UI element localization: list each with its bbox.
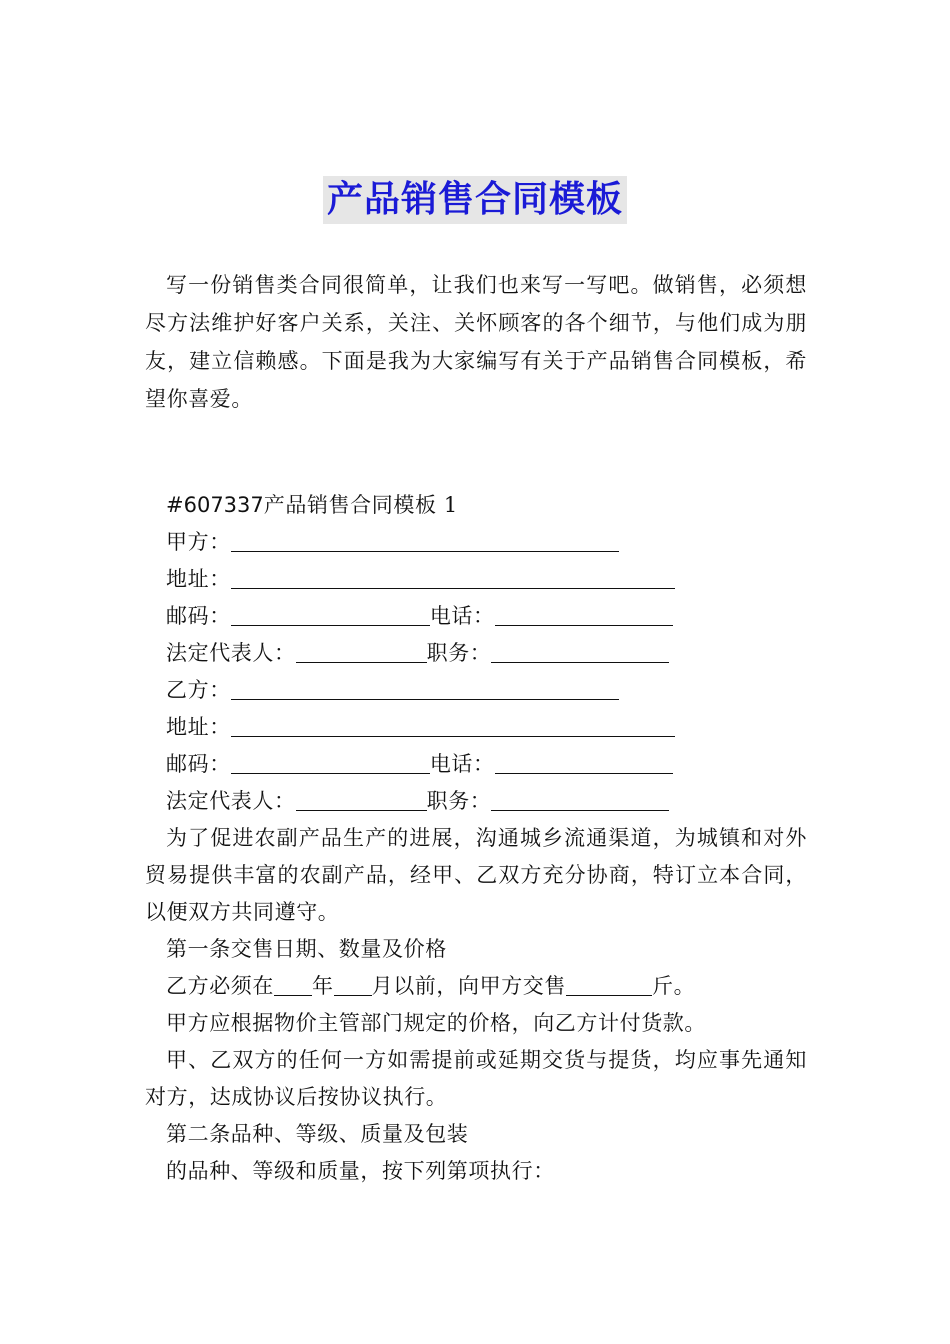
section-code: #607337	[166, 493, 264, 517]
party-a-blank[interactable]	[231, 527, 619, 552]
section-title: 产品销售合同模板 1	[263, 493, 458, 517]
delivery-text-1: 乙方必须在	[166, 974, 274, 998]
article1-price-line: 甲方应根据物价主管部门规定的价格，向乙方计付货款。	[166, 1011, 706, 1035]
party-b-address-blank[interactable]	[231, 712, 675, 737]
party-a-postcode-blank[interactable]	[231, 601, 430, 626]
section-heading	[145, 487, 807, 524]
party-b-label: 乙方：	[166, 678, 231, 702]
party-b-address-line	[145, 709, 807, 746]
party-b-blank[interactable]	[231, 675, 619, 700]
party-a-position-blank[interactable]	[491, 638, 669, 663]
party-b-position-label: 职务：	[426, 789, 492, 813]
party-b-rep-label: 法定代表人：	[166, 789, 296, 813]
delivery-quantity-blank[interactable]	[566, 971, 652, 996]
title-wrap	[0, 176, 950, 224]
party-a-rep-label: 法定代表人：	[166, 641, 296, 665]
article1-heading: 第一条交售日期、数量及价格	[166, 937, 447, 961]
party-a-address-label: 地址：	[166, 567, 231, 591]
party-a-address-line	[145, 561, 807, 598]
party-b-postcode-label: 邮码：	[166, 752, 231, 776]
party-a-rep-blank[interactable]	[296, 638, 427, 663]
party-a-contact-line	[145, 598, 807, 635]
party-a-phone-label: 电话：	[429, 604, 495, 628]
article2-body-line: 的品种、等级和质量，按下列第项执行：	[166, 1159, 555, 1183]
delivery-text-2: 年	[312, 974, 334, 998]
party-a-phone-blank[interactable]	[495, 601, 673, 626]
purpose-paragraph: 为了促进农副产品生产的进展，沟通城乡流通渠道，为城镇和对外贸易提供丰富的农副产品，经甲、乙双方充分协商，特订立本合同，以便双方共同遵守。	[145, 826, 807, 924]
page-title: 产品销售合同模板	[323, 176, 627, 224]
party-b-postcode-blank[interactable]	[231, 749, 430, 774]
contract-body	[145, 487, 807, 1190]
party-b-position-blank[interactable]	[491, 786, 669, 811]
party-b-rep-blank[interactable]	[296, 786, 427, 811]
article1-change-paragraph: 甲、乙双方的任何一方如需提前或延期交货与提货，均应事先通知对方，达成协议后按协议执行。	[145, 1048, 807, 1109]
party-b-contact-line	[145, 746, 807, 783]
intro-paragraph: 写一份销售类合同很简单，让我们也来写一写吧。做销售，必须想尽方法维护好客户关系，关注、关怀顾客的各个细节，与他们成为朋友，建立信赖感。下面是我为大家编写有关于产品销售合同模板，希望你喜爱。	[145, 273, 807, 411]
party-b-address-label: 地址：	[166, 715, 231, 739]
party-b-phone-blank[interactable]	[495, 749, 673, 774]
party-a-rep-line	[145, 635, 807, 672]
party-b-line	[145, 672, 807, 709]
delivery-month-blank[interactable]	[334, 971, 372, 996]
article1-delivery-line	[145, 968, 807, 1005]
party-a-label: 甲方：	[166, 530, 231, 554]
party-b-rep-line	[145, 783, 807, 820]
article2-heading: 第二条品种、等级、质量及包装	[166, 1122, 469, 1146]
party-a-postcode-label: 邮码：	[166, 604, 231, 628]
delivery-text-4: 斤。	[652, 974, 696, 998]
party-a-line	[145, 524, 807, 561]
party-a-address-blank[interactable]	[231, 564, 675, 589]
delivery-text-3: 月以前，向甲方交售	[371, 974, 567, 998]
delivery-year-blank[interactable]	[274, 971, 312, 996]
party-a-position-label: 职务：	[426, 641, 492, 665]
party-b-phone-label: 电话：	[429, 752, 495, 776]
